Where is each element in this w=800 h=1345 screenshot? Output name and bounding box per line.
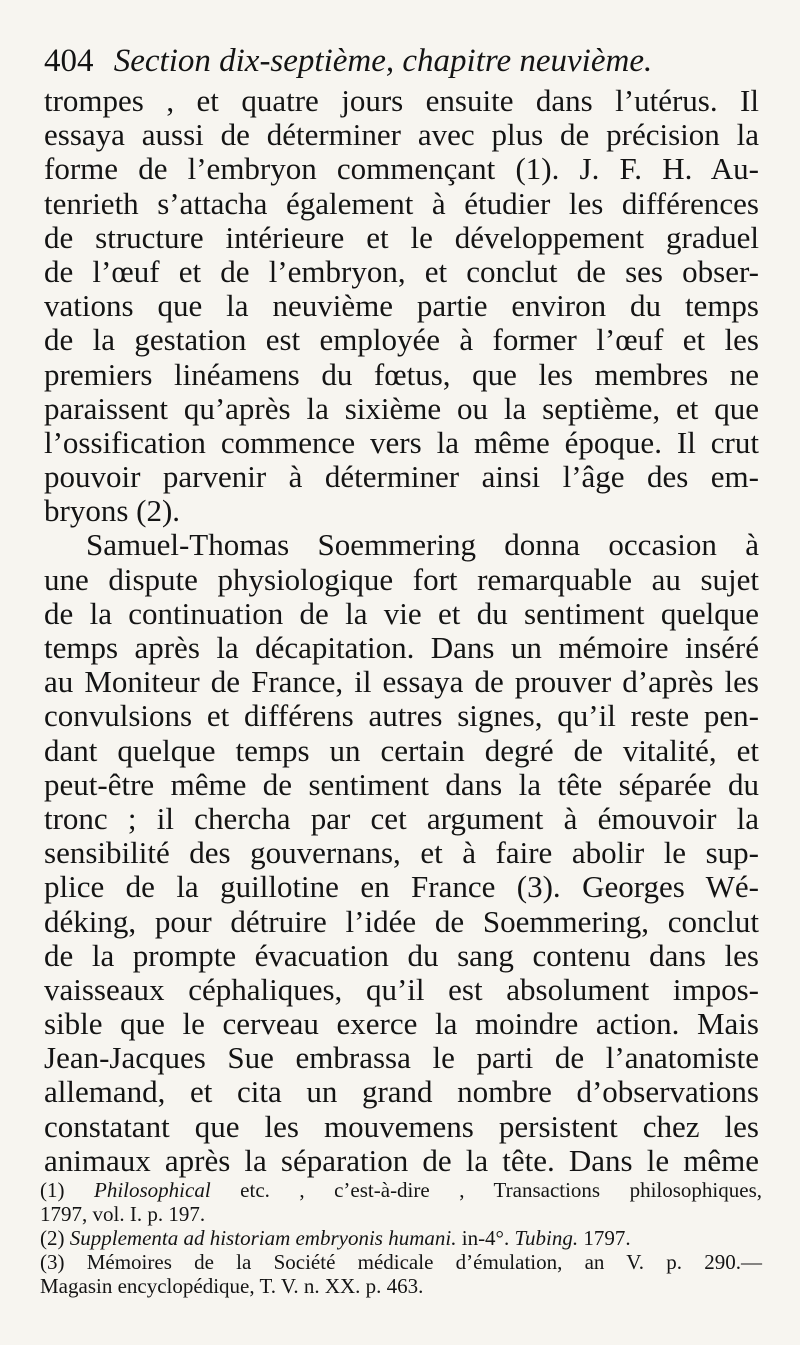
text-line: de la prompte évacuation du sang contenu dans les [44, 937, 759, 973]
text-line: sensibilité des gouvernans, et à faire abolir le sup- [44, 835, 759, 871]
text-line: temps après la décapitation. Dans un mémoire inséré [44, 630, 759, 665]
text-line: constatant que les mouvemens persistent chez les [44, 1108, 759, 1144]
text-line: Samuel-Thomas Soemmering donna occasion à [86, 527, 759, 563]
footnote-text: in-4°. [456, 1226, 515, 1250]
footnote-1 [40, 1178, 762, 1202]
text-line: allemand, et cita un grand nombre d’observations [44, 1074, 759, 1110]
text-line: une dispute physiologique fort remarquable au sujet [44, 561, 759, 597]
footnote-italic: Supplementa ad historiam embryonis humani. [69, 1226, 457, 1250]
footnote-3: (3) Mémoires de la Société médicale d’émulation, an V. p. 290.— [40, 1250, 762, 1274]
text-line: déking, pour détruire l’idée de Soemmering, conclut [44, 903, 759, 939]
footnote-3-continued: Magasin encyclopédique, T. V. n. XX. p. 463. [40, 1274, 424, 1298]
footnote-text: 1797. [578, 1226, 631, 1250]
text-line: tenrieth s’attacha également à étudier les différences [44, 185, 759, 221]
text-line: trompes , et quatre jours ensuite dans l’utérus. Il [44, 83, 759, 118]
text-line: de l’œuf et de l’embryon, et conclut de ses obser- [44, 253, 759, 289]
text-line: de la gestation est employée à former l’œuf et les [44, 322, 759, 358]
footnote-italic: Philosophical [94, 1178, 211, 1202]
text-line: peut-être même de sentiment dans la tête séparée du [44, 766, 759, 802]
text-line: tronc ; il chercha par cet argument à émouvoir la [44, 800, 759, 836]
text-line: animaux après la séparation de la tête. Dans le même [44, 1142, 759, 1178]
text-line: l’ossification commence vers la même époque. Il crut [44, 424, 759, 460]
text-line: Jean-Jacques Sue embrassa le parti de l’anatomiste [44, 1040, 759, 1076]
text-line: forme de l’embryon commençant (1). J. F. H. Au- [44, 151, 759, 187]
footnote-1-continued [40, 1202, 762, 1226]
text-line: plice de la guillotine en France (3). Georges Wé- [44, 869, 759, 905]
text-line: paraissent qu’après la sixième ou la septième, et que [44, 390, 759, 426]
text-line: de la continuation de la vie et du sentiment quelque [44, 595, 759, 631]
page-number: 404 [44, 43, 94, 79]
text-line: premiers linéamens du fœtus, que les membres ne [44, 356, 759, 392]
footnotes [40, 1178, 762, 1298]
body-text [44, 84, 759, 1178]
footnote-text: etc. , c’est-à-dire , Transactions philosophiques, [210, 1178, 763, 1202]
text-line: convulsions et différens autres signes, qu’il reste pen- [44, 698, 759, 734]
text-line: essaya aussi de déterminer avec plus de précision la [44, 117, 759, 153]
footnote-italic: Tubing. [514, 1226, 579, 1250]
text-line: de structure intérieure et le développement graduel [44, 219, 759, 255]
text-line: vaisseaux céphaliques, qu’il est absolument impos- [44, 971, 759, 1007]
text-line: au Moniteur de France, il essaya de prouver d’après les [44, 664, 759, 700]
text-line: dant quelque temps un certain degré de vitalité, et [44, 732, 759, 768]
text-line: sible que le cerveau exerce la moindre action. Mais [44, 1006, 759, 1042]
footnote-number: (1) [40, 1178, 65, 1202]
running-title: Section dix-septième, chapitre neuvième. [113, 43, 653, 79]
footnote-text: 1797, vol. I. p. 197. [40, 1202, 206, 1226]
running-head [44, 36, 764, 86]
text-line: pouvoir parvenir à déterminer ainsi l’âge des em- [44, 459, 759, 495]
text-line: vations que la neuvième partie environ du temps [44, 288, 759, 324]
footnote-2 [40, 1226, 762, 1250]
text-line: bryons (2). [44, 493, 181, 529]
footnote-number: (2) [40, 1226, 65, 1250]
